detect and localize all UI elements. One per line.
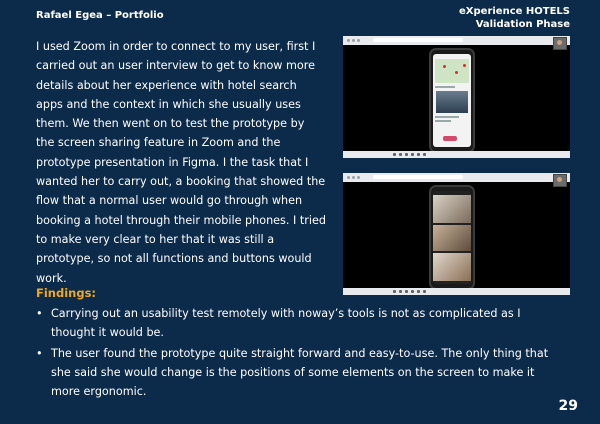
page-number: 29 bbox=[558, 398, 578, 414]
map-view bbox=[435, 59, 469, 83]
browser-toolbar bbox=[343, 173, 570, 182]
finding-item bbox=[36, 344, 566, 402]
book-button bbox=[443, 136, 457, 141]
room-photo bbox=[433, 195, 471, 223]
project-title: eXperience HOTELS bbox=[459, 6, 570, 17]
webcam-thumbnail bbox=[553, 174, 567, 187]
finding-text: The user found the prototype quite straight forward and easy-to-use. The only thing that she said she would change is the positions of some elements on the screen to make it more ergonomic. bbox=[51, 346, 549, 399]
findings-heading: Findings: bbox=[36, 286, 97, 300]
room-photo bbox=[433, 253, 471, 281]
author-header: Rafael Egea – Portfolio bbox=[36, 10, 164, 21]
bullet-icon: • bbox=[36, 307, 43, 320]
finding-item bbox=[36, 304, 566, 343]
browser-toolbar bbox=[343, 36, 570, 45]
room-photo bbox=[433, 225, 471, 251]
phone-prototype-search bbox=[429, 48, 475, 153]
project-phase: Validation Phase bbox=[475, 19, 570, 30]
zoom-screenshot-gallery bbox=[343, 173, 570, 295]
phone-prototype-gallery bbox=[429, 185, 475, 290]
project-header bbox=[459, 5, 570, 31]
finding-text: Carrying out an usability test remotely with noway’s tools is not as complicated as I thought it would be. bbox=[51, 307, 521, 340]
body-paragraph: I used Zoom in order to connect to my user, first I carried out an user interview to get to know more details about her experience with hotel search apps and the context in which she usually uses them. We then went on to test the prototype by the screen sharing feature in Zoom and the prototype presentation in Figma. I the task that I wanted her to carry out, a booking that showed the flow that a normal user would go through when booking a hotel through their mobile phones. I tried to make very clear to her that it was still a prototype, so not all functions and buttons would work. bbox=[36, 40, 326, 285]
os-taskbar bbox=[343, 151, 570, 158]
bullet-icon: • bbox=[36, 346, 43, 360]
findings-list bbox=[36, 304, 566, 402]
os-taskbar bbox=[343, 288, 570, 295]
zoom-screenshot-search bbox=[343, 36, 570, 158]
webcam-thumbnail bbox=[553, 37, 567, 50]
